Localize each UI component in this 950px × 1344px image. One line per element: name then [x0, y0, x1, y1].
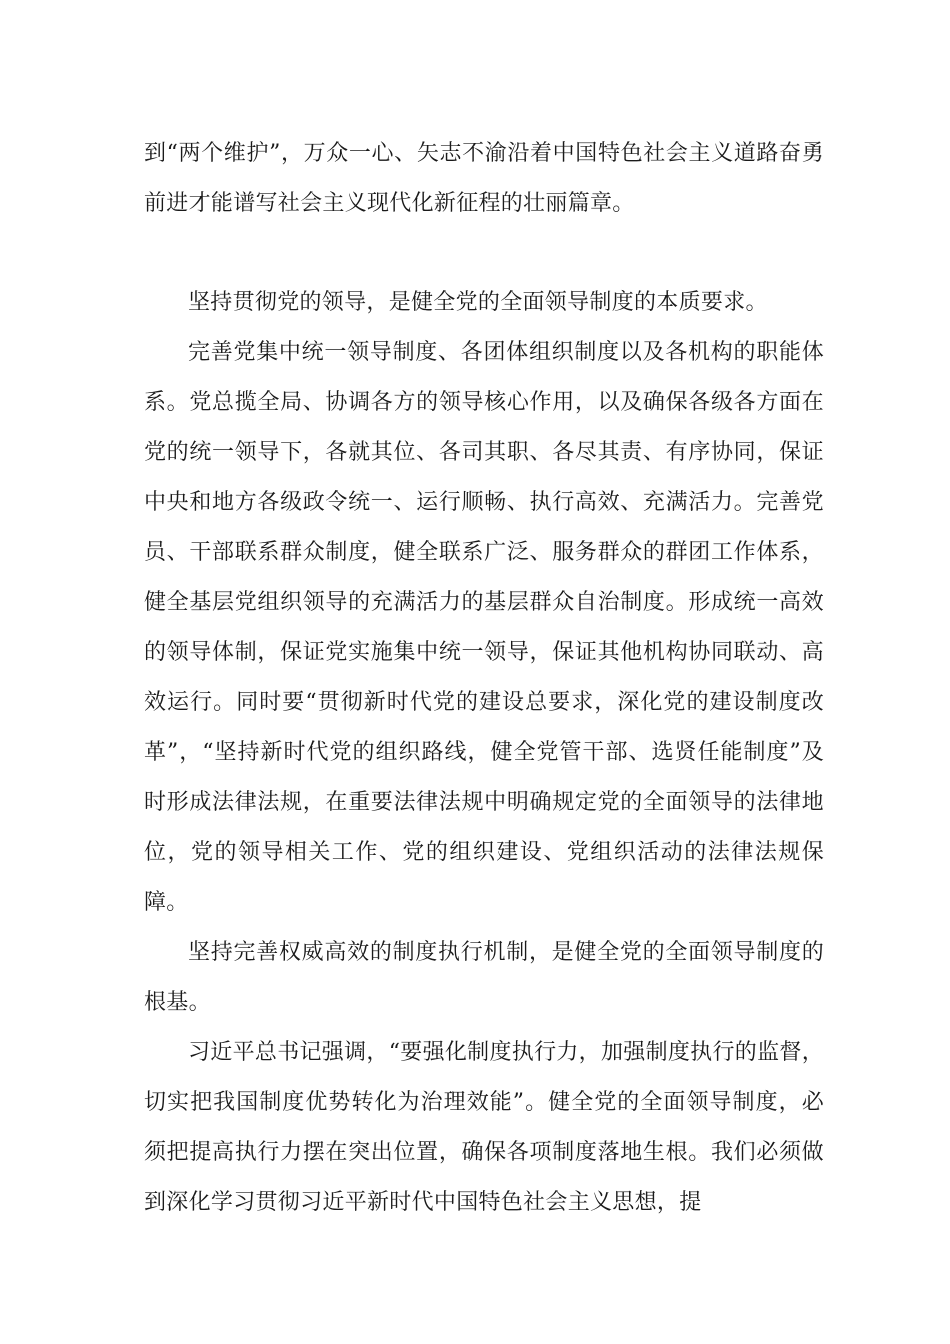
- document-body-top: [144, 129, 824, 229]
- paragraph-2: 完善党集中统一领导制度、各团体组织制度以及各机构的职能体系。党总揽全局、协调各方的领导核心作用，以及确保各级各方面在党的统一领导下，各就其位、各司其职、各尽其责、有序协同，保证中央和地方各级政令统一、运行顺畅、执行高效、充满活力。完善党员、干部联系群众制度，健全联系广泛、服务群众的群团工作体系，健全基层党组织领导的充满活力的基层群众自治制度。形成统一高效的领导体制，保证党实施集中统一领导，保证其他机构协同联动、高效运行。同时要“贯彻新时代党的建设总要求，深化党的建设制度改革”，“坚持新时代党的组织路线，健全党管干部、选贤任能制度”及时形成法律法规，在重要法律法规中明确规定党的全面领导的法律地位，党的领导相关工作、党的组织建设、党组织活动的法律法规保障。: [144, 340, 824, 915]
- paragraph-1: 坚持贯彻党的领导，是健全党的全面领导制度的本质要求。: [188, 290, 768, 315]
- paragraph-continuation: 到“两个维护”，万众一心、矢志不渝沿着中国特色社会主义道路奋勇前进才能谱写社会主义现代化新征程的壮丽篇章。: [144, 141, 824, 216]
- document-body: [144, 278, 824, 1228]
- paragraph-3: 坚持完善权威高效的制度执行机制，是健全党的全面领导制度的根基。: [144, 940, 824, 1015]
- paragraph-4: 习近平总书记强调，“要强化制度执行力，加强制度执行的监督，切实把我国制度优势转化为治理效能”。健全党的全面领导制度，必须把提高执行力摆在突出位置，确保各项制度落地生根。我们必须做到深化学习贯彻习近平新时代中国特色社会主义思想，提: [144, 1040, 824, 1215]
